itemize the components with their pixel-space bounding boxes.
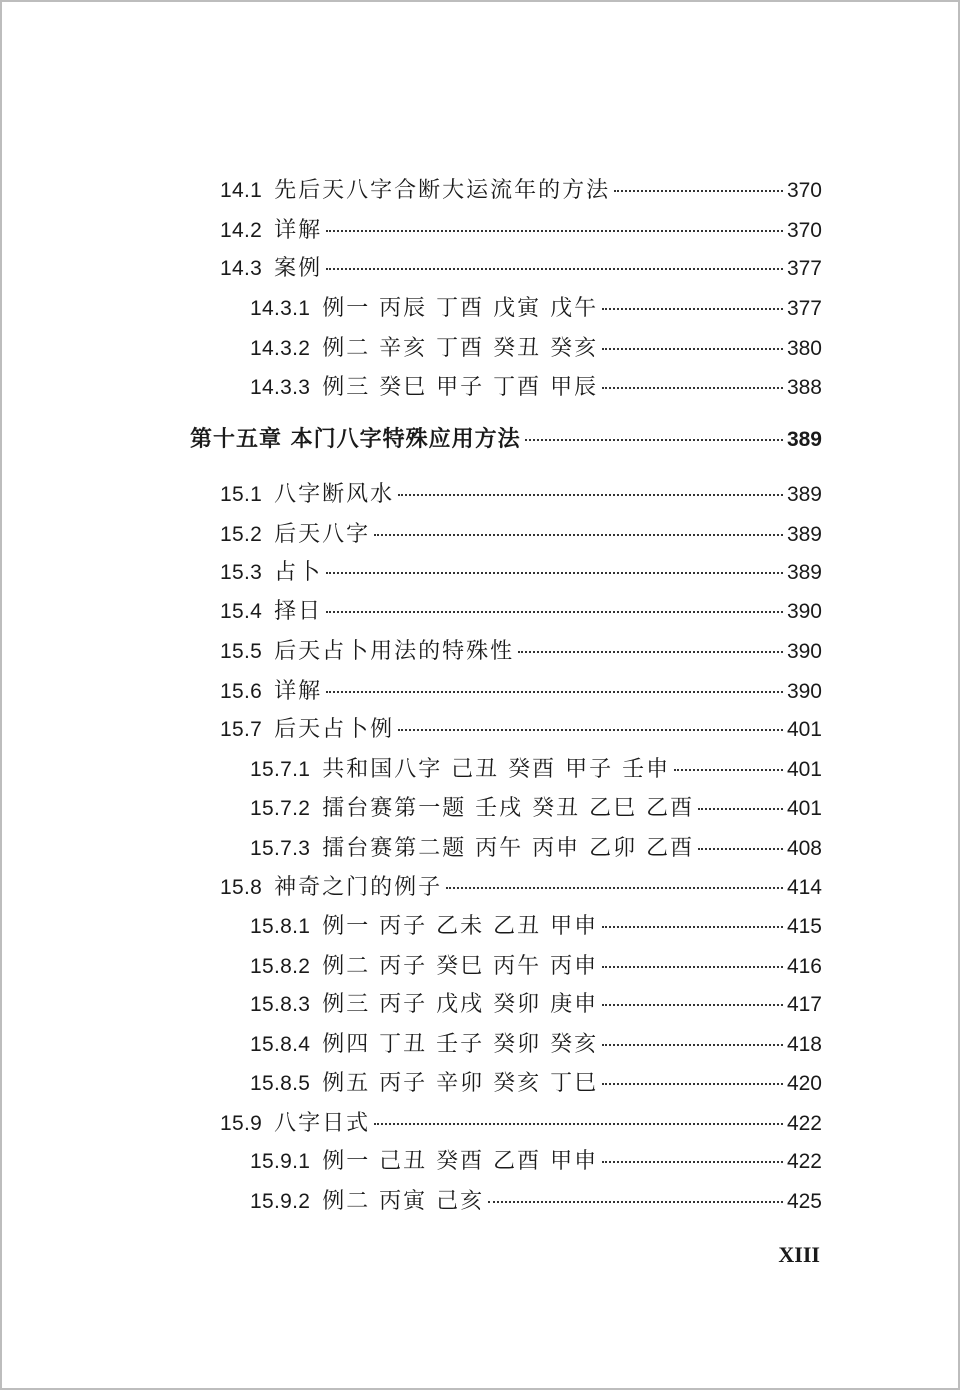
toc-entry[interactable]: [250, 294, 822, 324]
dot-leader: [602, 1004, 783, 1006]
toc-entry[interactable]: [220, 597, 822, 627]
toc-entry-title: 例一 丙辰 丁酉 戊寅 戊午: [322, 296, 599, 321]
toc-chapter-entry[interactable]: [190, 425, 822, 455]
toc-entry-title: 例二 丙寅 己亥: [322, 1189, 485, 1214]
toc-entry-page: 377: [786, 297, 822, 320]
toc-entry-number: 15.8.1: [250, 915, 311, 938]
toc-entry-page: 415: [786, 915, 822, 938]
toc-entry-page: 389: [786, 523, 822, 546]
toc-entry-number: 15.7: [220, 718, 263, 741]
toc-entry-title: 共和国八字 己丑 癸酉 甲子 壬申: [322, 757, 671, 782]
toc-entry[interactable]: [250, 334, 822, 364]
toc-entry[interactable]: [220, 1109, 822, 1139]
dot-leader: [446, 887, 783, 889]
toc-entry-number: 15.6: [220, 680, 263, 703]
toc-entry-page: 425: [786, 1190, 822, 1213]
dot-leader: [488, 1201, 783, 1203]
toc-entry-title: 第十五章 本门八字特殊应用方法: [190, 427, 521, 452]
toc-entry-page: 401: [786, 758, 822, 781]
dot-leader: [374, 1123, 783, 1125]
toc-entry-page: 422: [786, 1112, 822, 1135]
toc-entry-number: 15.8.4: [250, 1033, 311, 1056]
dot-leader: [326, 611, 783, 613]
toc-entry-page: 418: [786, 1033, 822, 1056]
toc-entry-number: 14.1: [220, 179, 263, 202]
toc-entry-page: 420: [786, 1072, 822, 1095]
toc-entry[interactable]: [250, 834, 822, 864]
toc-entry[interactable]: [220, 480, 822, 510]
toc-entry[interactable]: [250, 755, 822, 785]
toc-entry-number: 15.9.1: [250, 1150, 311, 1173]
toc-entry-page: 370: [786, 179, 822, 202]
dot-leader: [374, 534, 783, 536]
toc-entry-title: 择日: [274, 599, 323, 624]
toc-entry-number: 15.9: [220, 1112, 263, 1135]
toc-entry-page: 380: [786, 337, 822, 360]
toc-entry-page: 390: [786, 600, 822, 623]
toc-entry-page: 414: [786, 876, 822, 899]
toc-entry-page: 401: [786, 718, 822, 741]
toc-entry-page: 422: [786, 1150, 822, 1173]
toc-entry-page: 408: [786, 837, 822, 860]
toc-entry-number: 15.8.2: [250, 955, 311, 978]
toc-entry-title: 占卜: [274, 560, 323, 585]
toc-entry-title: 例二 丙子 癸巳 丙午 丙申: [322, 954, 599, 979]
toc-entry-number: 15.5: [220, 640, 263, 663]
toc-entry-number: 15.4: [220, 600, 263, 623]
toc-entry[interactable]: [220, 677, 822, 707]
toc-entry-title: 先后天八字合断大运流年的方法: [274, 178, 611, 203]
dot-leader: [602, 966, 783, 968]
toc-entry-number: 14.3.3: [250, 376, 311, 399]
dot-leader: [602, 387, 783, 389]
dot-leader: [614, 190, 783, 192]
toc-entry-number: 15.8.3: [250, 993, 311, 1016]
dot-leader: [602, 1044, 783, 1046]
dot-leader: [602, 926, 783, 928]
toc-entry-number: 15.7.1: [250, 758, 311, 781]
toc-entry-page: 390: [786, 680, 822, 703]
toc-entry[interactable]: [250, 1030, 822, 1060]
toc-entry-title: 详解: [274, 218, 323, 243]
dot-leader: [525, 439, 783, 441]
page-number: XIII: [778, 1242, 820, 1267]
toc-entry-number: 15.8.5: [250, 1072, 311, 1095]
dot-leader: [326, 268, 783, 270]
toc-entry-page: 388: [786, 376, 822, 399]
toc-entry[interactable]: [250, 1147, 822, 1177]
toc-entry-number: 14.3.1: [250, 297, 311, 320]
toc-entry-number: 14.3.2: [250, 337, 311, 360]
toc-entry-page: 416: [786, 955, 822, 978]
toc-entry-title: 例一 己丑 癸酉 乙酉 甲申: [322, 1149, 599, 1174]
toc-entry-page: 389: [786, 561, 822, 584]
toc-entry[interactable]: [220, 558, 822, 588]
toc-entry-title: 案例: [274, 256, 323, 281]
toc-entry[interactable]: [250, 952, 822, 982]
toc-entry-title: 详解: [274, 679, 323, 704]
dot-leader: [518, 651, 783, 653]
toc-entry-title: 神奇之门的例子: [274, 875, 443, 900]
toc-entry-title: 后天占卜例: [274, 717, 395, 742]
toc-entry-page: 389: [786, 428, 822, 451]
toc-entry[interactable]: [250, 794, 822, 824]
toc-entry-number: 14.2: [220, 219, 263, 242]
toc-entry-page: 417: [786, 993, 822, 1016]
toc-entry-title: 擂台赛第二题 丙午 丙申 乙卯 乙酉: [322, 836, 695, 861]
toc-entry-title: 例二 辛亥 丁酉 癸丑 癸亥: [322, 336, 599, 361]
toc-entry[interactable]: [220, 520, 822, 550]
toc-entry[interactable]: [220, 637, 822, 667]
toc-entry[interactable]: [250, 373, 822, 403]
toc-entry[interactable]: [220, 176, 822, 206]
toc-entry[interactable]: [250, 1069, 822, 1099]
toc-entry-title: 八字断风水: [274, 482, 395, 507]
dot-leader: [398, 729, 783, 731]
toc-entry-title: 后天八字: [274, 522, 371, 547]
toc-entry-title: 例三 癸巳 甲子 丁酉 甲辰: [322, 375, 599, 400]
dot-leader: [602, 308, 783, 310]
toc-entry[interactable]: [220, 715, 822, 745]
dot-leader: [602, 1083, 783, 1085]
toc-entry-page: 390: [786, 640, 822, 663]
toc-entry-title: 擂台赛第一题 壬戌 癸丑 乙巳 乙酉: [322, 796, 695, 821]
toc-entry-number: 15.9.2: [250, 1190, 311, 1213]
toc-entry-number: 15.8: [220, 876, 263, 899]
dot-leader: [326, 572, 783, 574]
toc-entry-number: 15.2: [220, 523, 263, 546]
toc-entry-number: 15.7.3: [250, 837, 311, 860]
toc-entry[interactable]: [220, 216, 822, 246]
toc-entry[interactable]: [220, 873, 822, 903]
toc-entry-page: 377: [786, 257, 822, 280]
dot-leader: [398, 494, 783, 496]
dot-leader: [602, 348, 783, 350]
toc-entry[interactable]: [250, 990, 822, 1020]
toc-entry-page: 389: [786, 483, 822, 506]
toc-entry-page: 370: [786, 219, 822, 242]
toc-entry-title: 例四 丁丑 壬子 癸卯 癸亥: [322, 1032, 599, 1057]
toc-entry-page: 401: [786, 797, 822, 820]
dot-leader: [326, 691, 783, 693]
toc-entry-title: 例一 丙子 乙未 乙丑 甲申: [322, 914, 599, 939]
dot-leader: [698, 848, 783, 850]
toc-entry[interactable]: [220, 254, 822, 284]
toc-entry-title: 八字日式: [274, 1111, 371, 1136]
toc-entry-number: 15.7.2: [250, 797, 311, 820]
dot-leader: [602, 1161, 783, 1163]
toc-entry-number: 15.3: [220, 561, 263, 584]
dot-leader: [698, 808, 783, 810]
toc-entry[interactable]: [250, 1187, 822, 1217]
toc-entry-number: 14.3: [220, 257, 263, 280]
toc-entry-number: 15.1: [220, 483, 263, 506]
toc-entry-title: 后天占卜用法的特殊性: [274, 639, 515, 664]
toc-entry-title: 例五 丙子 辛卯 癸亥 丁巳: [322, 1071, 599, 1096]
toc-entry[interactable]: [250, 912, 822, 942]
dot-leader: [674, 769, 783, 771]
toc-entry-title: 例三 丙子 戊戌 癸卯 庚申: [322, 992, 599, 1017]
dot-leader: [326, 230, 783, 232]
